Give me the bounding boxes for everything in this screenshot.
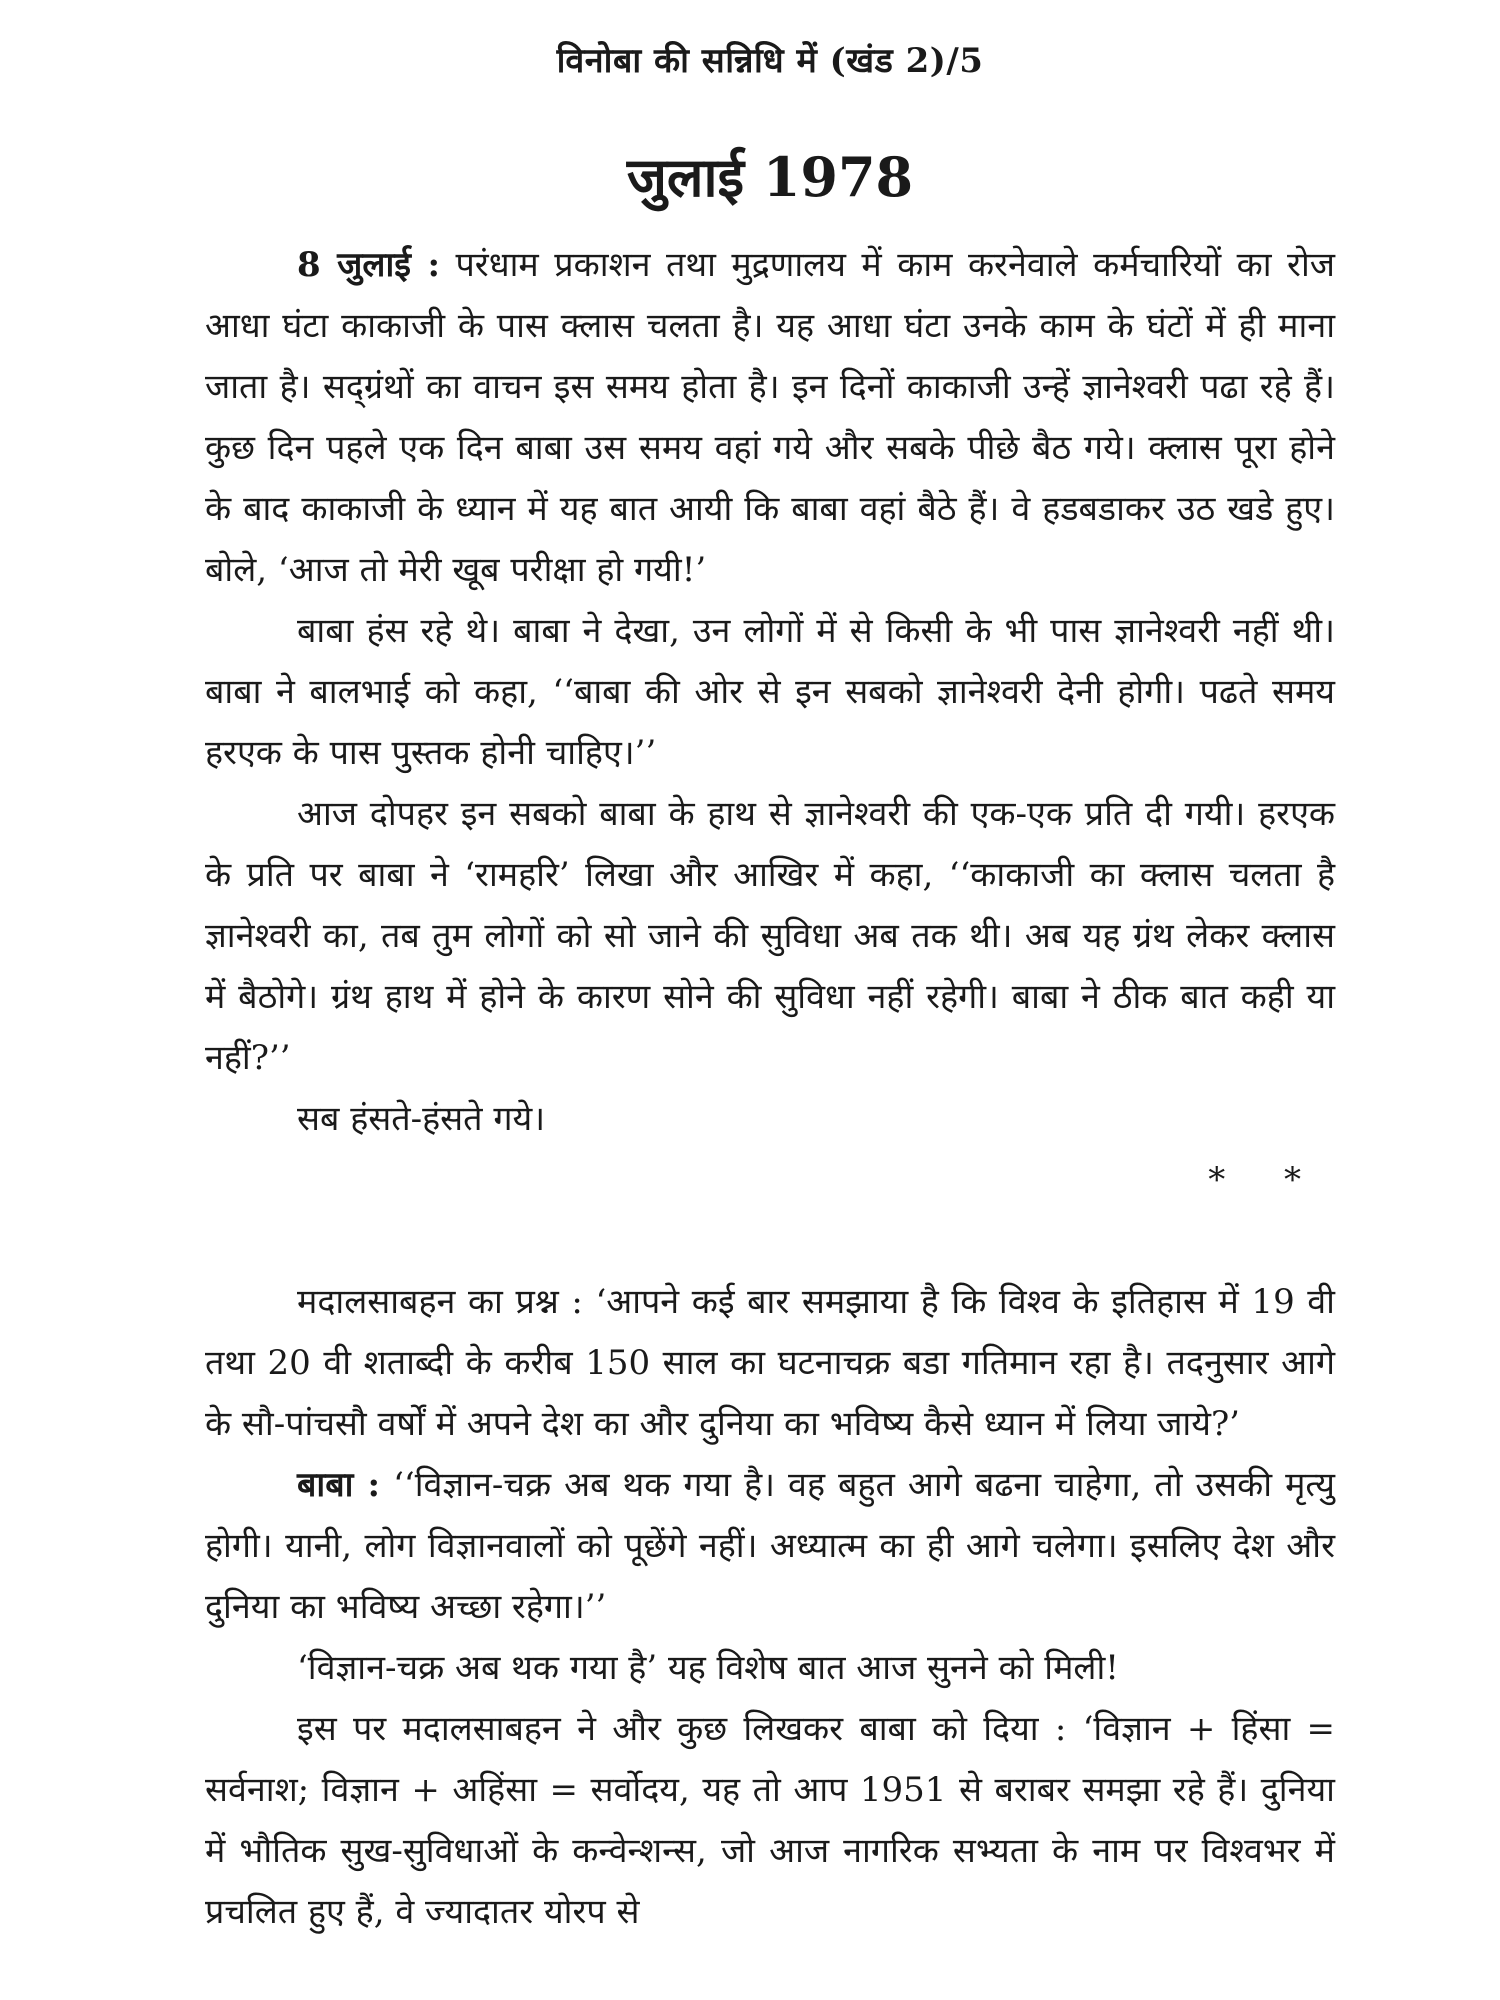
date-lead: 8 जुलाई : [297,245,441,285]
document-page [205,0,1335,2000]
paragraph-1 [205,235,1335,601]
paragraph-4: सब हंसते-हंसते गये। [297,1099,546,1139]
paragraph-5: मदालसाबहन का प्रश्न : ‘आपने कई बार समझाया है कि विश्व के इतिहास में 19 वी तथा 20 वी शताब्दी के करीब 150 साल का घटनाचक्र बडा गतिमान रहा है। तदनुसार आगे के सौ-पांचसौ वर्षों में अपने देश का और दुनिया का भविष्य कैसे ध्यान में लिया जाये?’ [205,1282,1335,1444]
section-separator: * * [1208,1160,1325,1200]
paragraph-text: परंधाम प्रकाशन तथा मुद्रणालय में काम करनेवाले कर्मचारियों का रोज आधा घंटा काकाजी के पास क्लास चलता है। यह आधा घंटा उनके काम के घंटों में ही माना जाता है। सद्ग्रंथों का वाचन इस समय होता है। इन दिनों काकाजी उन्हें ज्ञानेश्वरी पढा रहे हैं। कुछ दिन पहले एक दिन बाबा उस समय वहां गये और सबके पीछे बैठ गये। क्लास पूरा होने के बाद काकाजी के ध्यान में यह बात आयी कि बाबा वहां बैठे हैं। वे हडबडाकर उठ खडे हुए। बोले, ‘आज तो मेरी खूब परीक्षा हो गयी!’ [205,245,1335,590]
running-head: विनोबा की सन्निधि में (खंड 2)/5 [556,41,984,81]
paragraph-6 [205,1455,1335,1638]
body-text [205,235,1335,1943]
paragraph-8: इस पर मदालसाबहन ने और कुछ लिखकर बाबा को दिया : ‘विज्ञान + हिंसा = सर्वनाश; विज्ञान + अहिंसा = सर्वोदय, यह तो आप 1951 से बराबर समझा रहे हैं। दुनिया में भौतिक सुख-सुविधाओं के कन्वेन्शन्स, जो आज नागरिक सभ्यता के नाम पर विश्वभर में प्रचलित हुए हैं, वे ज्यादातर योरप से [205,1709,1335,1932]
paragraph-2: बाबा हंस रहे थे। बाबा ने देखा, उन लोगों में से किसी के भी पास ज्ञानेश्वरी नहीं थी। बाबा ने बालभाई को कहा, ‘‘बाबा की ओर से इन सबको ज्ञानेश्वरी देनी होगी। पढते समय हरएक के पास पुस्तक होनी चाहिए।’’ [205,611,1335,773]
paragraph-7: ‘विज्ञान-चक्र अब थक गया है’ यह विशेष बात आज सुनने को मिली! [297,1648,1119,1688]
speaker-lead: बाबा : [297,1465,381,1505]
paragraph-text: ‘‘विज्ञान-चक्र अब थक गया है। वह बहुत आगे बढना चाहेगा, तो उसकी मृत्यु होगी। यानी, लोग विज्ञानवालों को पूछेंगे नहीं। अध्यात्म का ही आगे चलेगा। इसलिए देश और दुनिया का भविष्य अच्छा रहेगा।’’ [205,1465,1336,1627]
chapter-title: जुलाई 1978 [626,145,914,209]
paragraph-3: आज दोपहर इन सबको बाबा के हाथ से ज्ञानेश्वरी की एक-एक प्रति दी गयी। हरएक के प्रति पर बाबा ने ‘रामहरि’ लिखा और आखिर में कहा, ‘‘काकाजी का क्लास चलता है ज्ञानेश्वरी का, तब तुम लोगों को सो जाने की सुविधा अब तक थी। अब यह ग्रंथ लेकर क्लास में बैठोगे। ग्रंथ हाथ में होने के कारण सोने की सुविधा नहीं रहेगी। बाबा ने ठीक बात कही या नहीं?’’ [205,794,1335,1078]
